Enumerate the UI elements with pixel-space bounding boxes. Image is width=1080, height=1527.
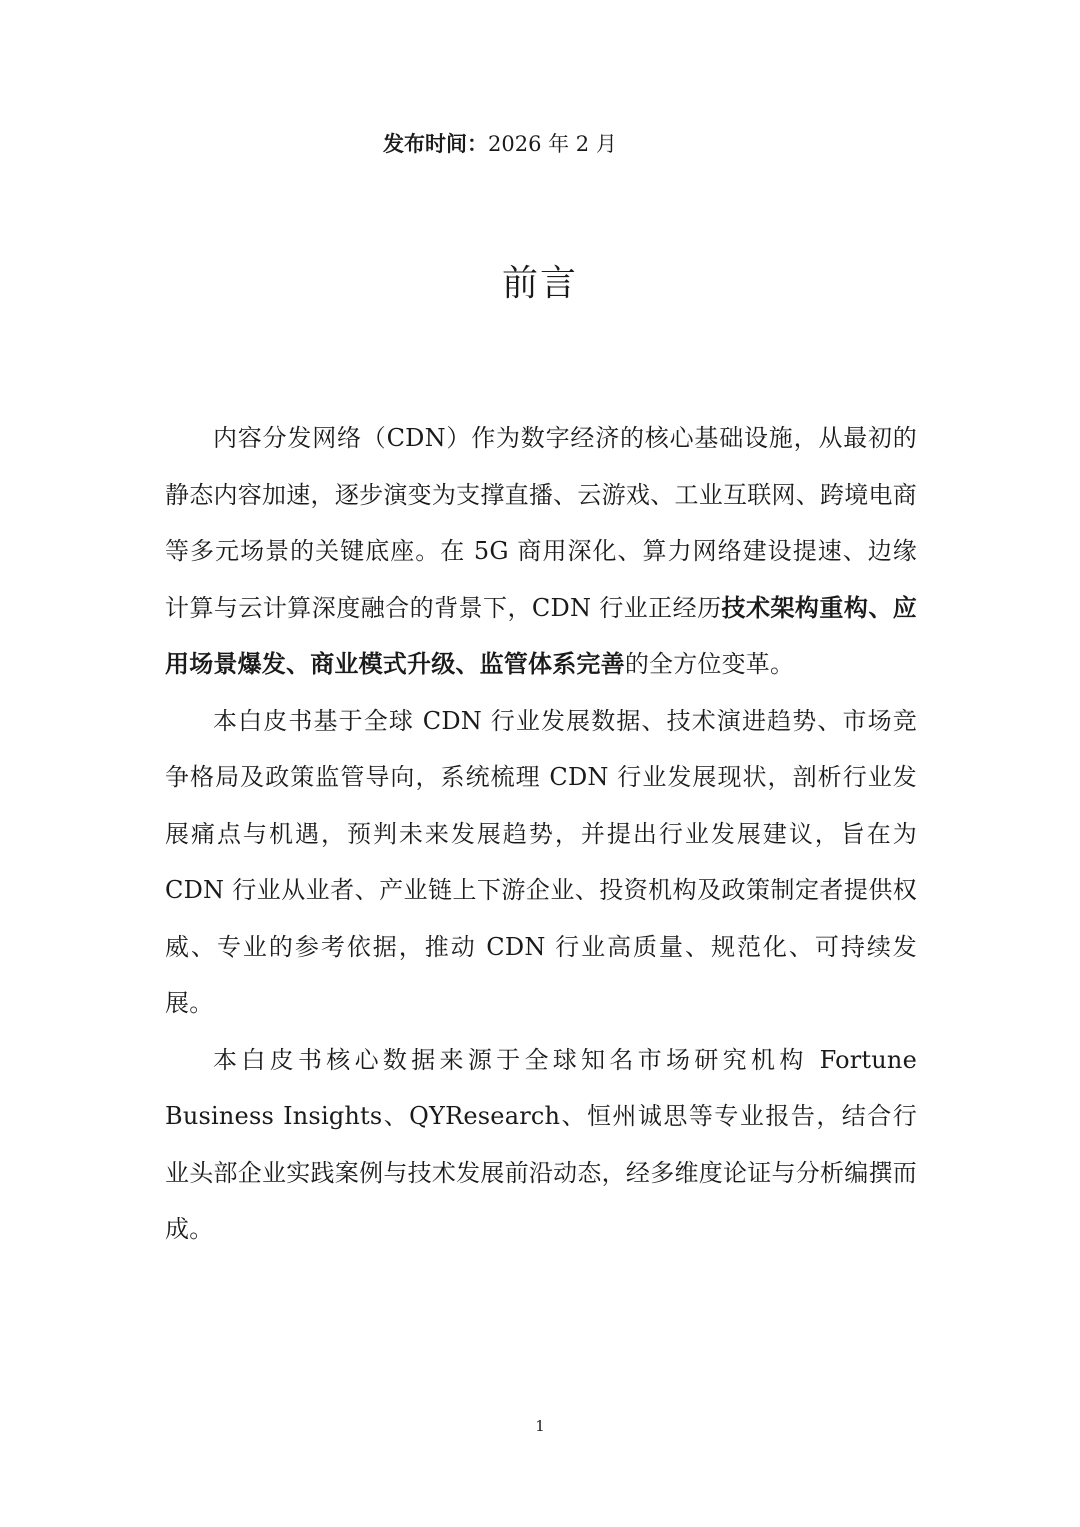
page-number: 1 (535, 1417, 545, 1435)
publish-date-label: 发布时间： (383, 132, 488, 156)
paragraph-1-tail: 的全方位变革。 (624, 650, 795, 678)
publish-date-value: 2026 年 2 月 (488, 132, 617, 156)
paragraph-1-emphasis: 技术架构重构、应用场景爆发、商业模式升级、监管体系完善 (165, 593, 917, 678)
publish-date (383, 128, 617, 160)
page-title: 前言 (501, 263, 578, 305)
paragraph-2: 本白皮书基于全球 CDN 行业发展数据、技术演进趋势、市场竞争格局及政策监管导向，系统梳理 CDN 行业发展现状，剖析行业发展痛点与机遇，预判未来发展趋势，并提出行业发展建议，旨在为 CDN 行业从业者、产业链上下游企业、投资机构及政策制定者提供权威、专业的参考依据，推动 CDN 行业高质量、规范化、可持续发展。 (165, 706, 917, 1017)
paragraph-3: 本白皮书核心数据来源于全球知名市场研究机构 Fortune Business Insights、QYResearch、恒州诚思等专业报告，结合行业头部企业实践案例与技术发展前沿动态，经多维度论证与分析编撰而成。 (165, 1045, 917, 1243)
preface-body (165, 410, 917, 1258)
paragraph-1 (165, 410, 917, 693)
paragraph-1-lead: 内容分发网络（CDN）作为数字经济的核心基础设施，从最初的静态内容加速，逐步演变为支撑直播、云游戏、工业互联网、跨境电商等多元场景的关键底座。在 5G 商用深化、算力网络建设提速、边缘计算与云计算深度融合的背景下，CDN 行业正经历 (165, 424, 917, 622)
